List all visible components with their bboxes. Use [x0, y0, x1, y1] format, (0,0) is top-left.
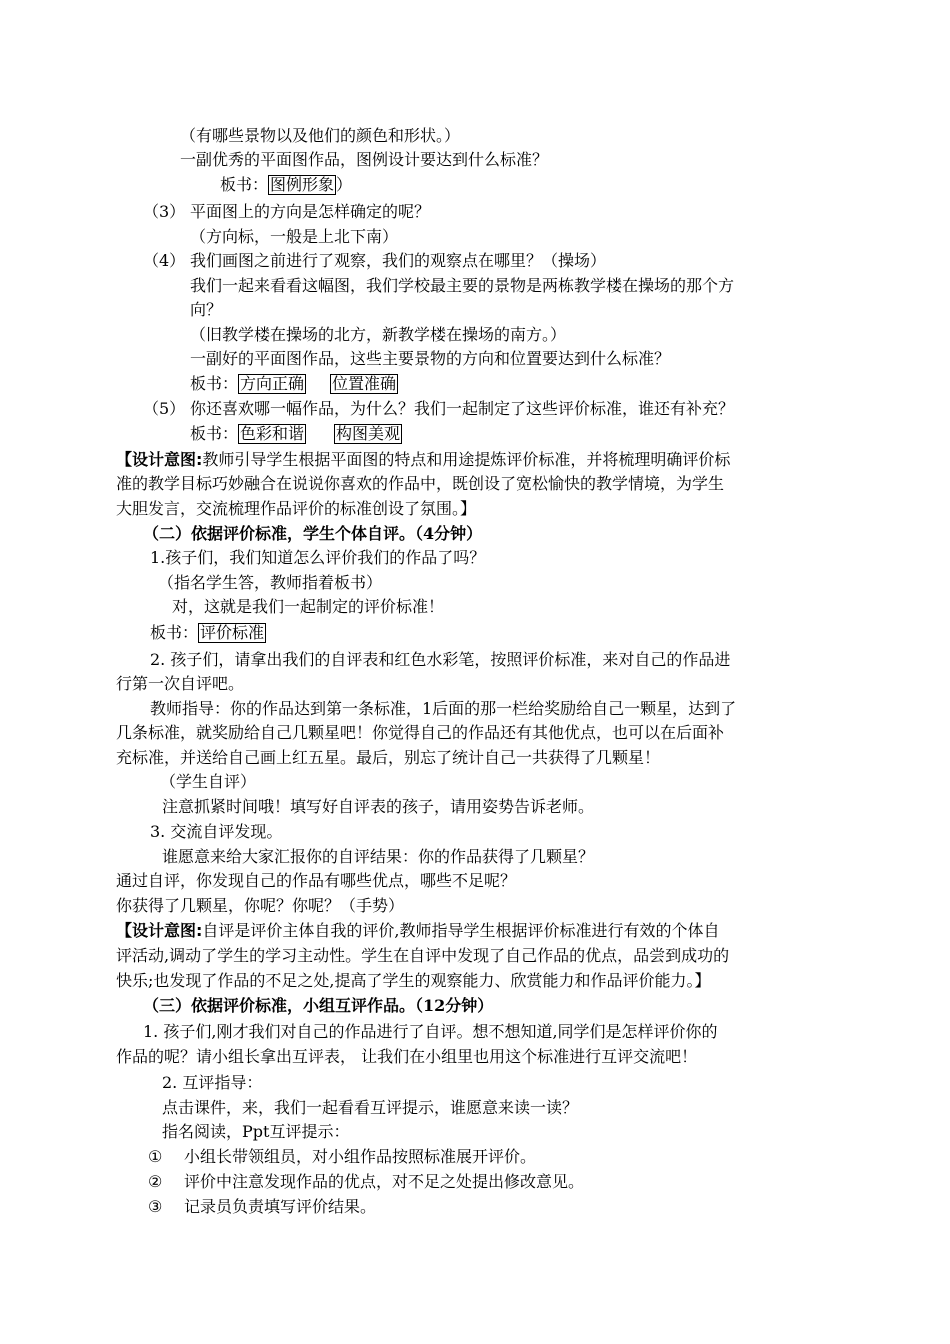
text-line: 作品的呢？请小组长拿出互评表， 让我们在小组里也用这个标准进行互评交流吧！	[116, 1047, 698, 1066]
boxed-term: 图例形象	[270, 175, 335, 194]
boxed-term: 构图美观	[336, 424, 401, 443]
boxed-term: 位置准确	[332, 374, 397, 393]
section-heading: （三）依据评价标准，小组互评作品。（12分钟）	[143, 996, 494, 1015]
text-line: 2. 孩子们，请拿出我们的自评表和红色水彩笔，按照评价标准，来对自己的作品进	[150, 650, 731, 669]
blackboard-line	[190, 423, 402, 445]
item-number: ③	[148, 1197, 163, 1216]
text-line: 你还喜欢哪一幅作品，为什么？我们一起制定了这些评价标准，谁还有补充？	[190, 399, 735, 418]
blackboard-prefix: 板书：	[190, 374, 239, 393]
design-intent-label: 【设计意图:	[116, 450, 203, 469]
item-number: ①	[148, 1147, 163, 1166]
text-line: 评活动,调动了学生的学习主动性。学生在自评中发现了自己作品的优点，品尝到成功的	[116, 946, 730, 965]
text-line: （有哪些景物以及他们的颜色和形状。）	[180, 126, 461, 145]
text-fragment: ）	[336, 175, 353, 194]
text-line: 行第一次自评吧。	[116, 674, 245, 693]
blackboard-line	[150, 622, 266, 644]
text-line: 教师指导：你的作品达到第一条标准，1后面的那一栏给奖励给自己一颗星，达到了	[150, 699, 737, 718]
blackboard-prefix: 板书：	[220, 175, 269, 194]
text-line: 一副优秀的平面图作品，图例设计要达到什么标准？	[180, 150, 549, 169]
text-line: 点击课件，来，我们一起看看互评提示，谁愿意来读一读？	[162, 1098, 579, 1117]
text-line: 几条标准，就奖励给自己几颗星吧！你觉得自己的作品还有其他优点，也可以在后面补	[116, 723, 725, 742]
text-line: 一副好的平面图作品，这些主要景物的方向和位置要达到什么标准？	[190, 349, 671, 368]
design-intent-label: 【设计意图:	[116, 921, 203, 940]
text-line: （指名学生答，教师指着板书）	[158, 573, 383, 592]
text-line: （旧教学楼在操场的北方，新教学楼在操场的南方。）	[190, 325, 567, 344]
blackboard-line	[190, 373, 398, 395]
text-line: （学生自评）	[160, 772, 257, 791]
text-line: 1.孩子们，我们知道怎么评价我们的作品了吗？	[150, 548, 486, 567]
text-line: 你获得了几颗星，你呢？你呢？（手势）	[116, 896, 405, 915]
item-number: （5）	[143, 399, 186, 418]
text-line: 2. 互评指导：	[162, 1073, 263, 1092]
text-line: 小组长带领组员，对小组作品按照标准展开评价。	[184, 1147, 537, 1166]
text-line: 平面图上的方向是怎样确定的呢？	[190, 202, 431, 221]
text-line: 注意抓紧时间哦！填写好自评表的孩子，请用姿势告诉老师。	[162, 797, 595, 816]
text-line: 3. 交流自评发现。	[150, 822, 283, 841]
blackboard-line	[220, 174, 352, 196]
text-line: 向？	[190, 300, 223, 319]
design-intent-line	[116, 449, 730, 471]
text-fragment: 自评是评价主体自我的评价,教师指导学生根据评价标准进行有效的个体自	[202, 921, 720, 940]
text-line: 对，这就是我们一起制定的评价标准！	[172, 597, 445, 616]
text-line: 通过自评，你发现自己的作品有哪些优点，哪些不足呢？	[116, 871, 517, 890]
text-line: （方向标，一般是上北下南）	[190, 227, 399, 246]
boxed-term: 方向正确	[240, 374, 305, 393]
blackboard-prefix: 板书：	[190, 424, 239, 443]
boxed-term: 色彩和谐	[240, 424, 305, 443]
text-fragment: 教师引导学生根据平面图的特点和用途提炼评价标准，并将梳理明确评价标	[202, 450, 731, 469]
design-intent-line	[116, 920, 720, 942]
blackboard-prefix: 板书：	[150, 623, 199, 642]
item-number: （3）	[143, 202, 186, 221]
text-line: 我们画图之前进行了观察，我们的观察点在哪里？（操场）	[190, 251, 607, 270]
text-line: 充标准，并送给自己画上红五星。最后，别忘了统计自己一共获得了几颗星！	[116, 748, 661, 767]
text-line: 我们一起来看看这幅图，我们学校最主要的景物是两栋教学楼在操场的那个方	[190, 276, 735, 295]
section-heading: （二）依据评价标准，学生个体自评。（4分钟）	[143, 524, 483, 543]
text-line: 记录员负责填写评价结果。	[184, 1197, 377, 1216]
text-line: 1. 孩子们,刚才我们对自己的作品进行了自评。想不想知道,同学们是怎样评价你的	[143, 1022, 718, 1041]
text-line: 指名阅读，Ppt互评提示：	[162, 1122, 350, 1141]
text-line: 快乐;也发现了作品的不足之处,提高了学生的观察能力、欣赏能力和作品评价能力。】	[116, 971, 711, 990]
text-line: 大胆发言，交流梳理作品评价的标准创设了氛围。】	[116, 499, 477, 518]
text-line: 准的教学目标巧妙融合在说说你喜欢的作品中，既创设了宽松愉快的教学情境，为学生	[116, 474, 725, 493]
item-number: （4）	[143, 251, 186, 270]
boxed-term: 评价标准	[200, 623, 265, 642]
item-number: ②	[148, 1172, 163, 1191]
text-line: 评价中注意发现作品的优点，对不足之处提出修改意见。	[184, 1172, 585, 1191]
text-line: 谁愿意来给大家汇报你的自评结果：你的作品获得了几颗星？	[162, 847, 595, 866]
